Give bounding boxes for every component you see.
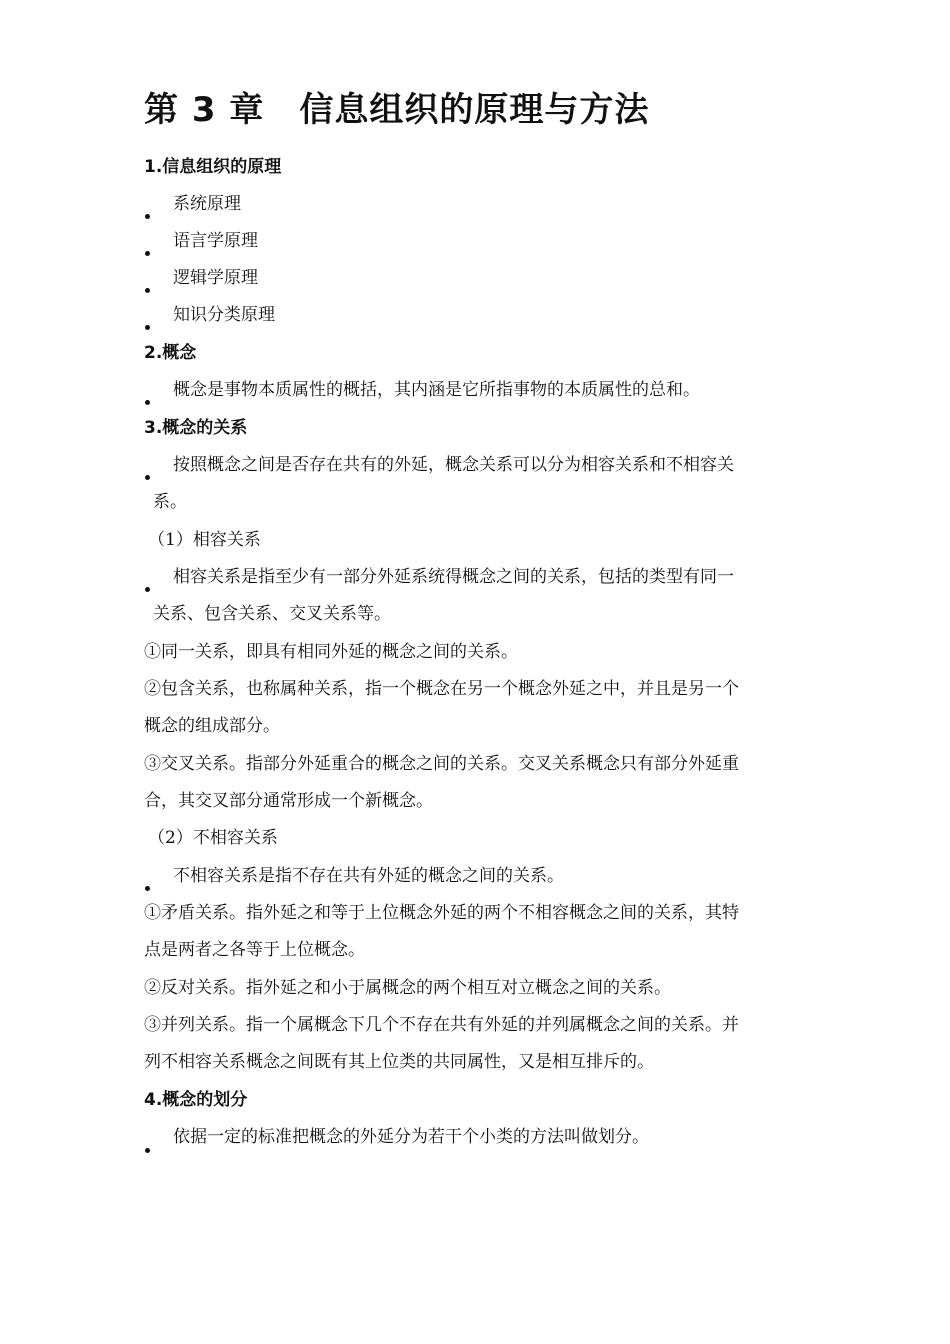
bullet-icon xyxy=(145,400,150,405)
bullet-icon xyxy=(145,475,150,480)
contradiction-relation-line-2: 点是两者之各等于上位概念。 xyxy=(144,940,365,960)
list-item-logic-principle: 逻辑学原理 xyxy=(173,268,258,288)
bullet-icon xyxy=(145,587,150,592)
inclusion-relation-line-1: ②包含关系，也称属种关系，指一个概念在另一个概念外延之中，并且是另一个 xyxy=(144,679,739,699)
chapter-title: 第 3 章 信息组织的原理与方法 xyxy=(144,90,650,130)
identity-relation-paragraph: ①同一关系，即具有相同外延的概念之间的关系。 xyxy=(144,642,518,662)
relations-intro-line-1: 按照概念之间是否存在共有的外延，概念关系可以分为相容关系和不相容关 xyxy=(173,455,734,475)
parallel-relation-line-2: 列不相容关系概念之间既有其上位类的共同属性，又是相互排斥的。 xyxy=(144,1052,654,1072)
relations-intro-line-2: 系。 xyxy=(153,492,187,512)
compatible-definition-line-2: 关系、包含关系、交叉关系等。 xyxy=(153,604,391,624)
list-item-system-principle: 系统原理 xyxy=(173,194,241,214)
division-definition: 依据一定的标准把概念的外延分为若干个小类的方法叫做划分。 xyxy=(173,1127,649,1147)
subsection-title-compatible: （1）相容关系 xyxy=(148,530,261,550)
bullet-icon xyxy=(145,886,150,891)
section-heading-concept: 2.概念 xyxy=(144,343,197,363)
intersection-relation-line-2: 合，其交叉部分通常形成一个新概念。 xyxy=(144,791,433,811)
concept-definition: 概念是事物本质属性的概括，其内涵是它所指事物的本质属性的总和。 xyxy=(173,380,700,400)
section-heading-principles: 1.信息组织的原理 xyxy=(144,157,282,177)
section-heading-concept-relations: 3.概念的关系 xyxy=(144,418,248,438)
section-heading-concept-division: 4.概念的划分 xyxy=(144,1090,248,1110)
compatible-definition-line-1: 相容关系是指至少有一部分外延系统得概念之间的关系，包括的类型有同一 xyxy=(173,567,734,587)
bullet-icon xyxy=(145,1148,150,1153)
incompatible-definition: 不相容关系是指不存在共有外延的概念之间的关系。 xyxy=(173,866,564,886)
bullet-icon xyxy=(145,214,150,219)
parallel-relation-line-1: ③并列关系。指一个属概念下几个不存在共有外延的并列属概念之间的关系。并 xyxy=(144,1015,739,1035)
bullet-icon xyxy=(145,325,150,330)
intersection-relation-line-1: ③交叉关系。指部分外延重合的概念之间的关系。交叉关系概念只有部分外延重 xyxy=(144,754,739,774)
list-item-classification-principle: 知识分类原理 xyxy=(173,305,275,325)
subsection-title-incompatible: （2）不相容关系 xyxy=(148,828,278,848)
inclusion-relation-line-2: 概念的组成部分。 xyxy=(144,716,280,736)
contrary-relation-paragraph: ②反对关系。指外延之和小于属概念的两个相互对立概念之间的关系。 xyxy=(144,978,671,998)
contradiction-relation-line-1: ①矛盾关系。指外延之和等于上位概念外延的两个不相容概念之间的关系，其特 xyxy=(144,903,739,923)
list-item-linguistics-principle: 语言学原理 xyxy=(173,231,258,251)
bullet-icon xyxy=(145,251,150,256)
bullet-icon xyxy=(145,288,150,293)
